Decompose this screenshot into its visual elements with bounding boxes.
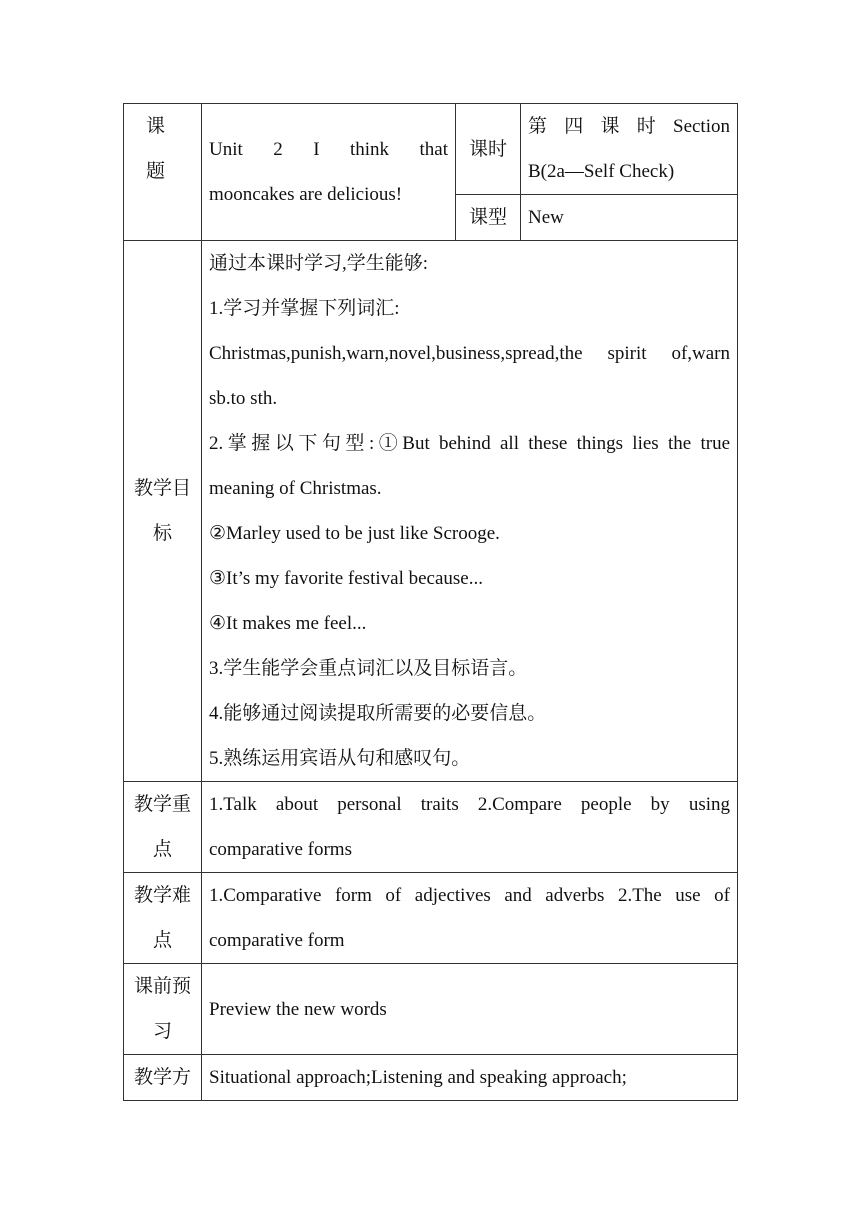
objective-line: ③It’s my favorite festival because... bbox=[209, 568, 483, 589]
objective-line: 3.学生能学会重点词汇以及目标语言。 bbox=[209, 658, 528, 679]
difficult-points-line-1: 1.Comparative form of adjectives and adverbs 2.The use of bbox=[209, 885, 730, 906]
preview-label-cell bbox=[124, 964, 202, 1055]
key-points-row bbox=[124, 782, 738, 873]
difficult-points-line-2: comparative form bbox=[209, 930, 345, 951]
topic-label: 课 题 bbox=[145, 116, 179, 182]
key-points-content-cell bbox=[202, 782, 738, 873]
topic-row bbox=[124, 104, 738, 195]
key-points-label-line-2: 点 bbox=[152, 839, 172, 860]
period-label-cell bbox=[456, 104, 521, 195]
period-value-cell bbox=[521, 104, 738, 195]
key-points-label-line-1: 教学重 bbox=[133, 794, 191, 815]
preview-row bbox=[124, 964, 738, 1055]
preview-value: Preview the new words bbox=[209, 998, 387, 1020]
objective-line: 4.能够通过阅读提取所需要的必要信息。 bbox=[209, 703, 547, 724]
objective-line: ④It makes me feel... bbox=[209, 613, 367, 634]
period-line-2: B(2a—Self Check) bbox=[528, 161, 675, 182]
type-label: 课型 bbox=[468, 207, 507, 228]
topic-label-cell bbox=[124, 104, 202, 241]
type-value-cell bbox=[521, 195, 738, 241]
period-label: 课时 bbox=[468, 138, 507, 160]
topic-value-cell bbox=[202, 104, 456, 241]
objectives-label-line-1: 教学目 bbox=[133, 478, 191, 499]
methods-label: 教学方 bbox=[133, 1067, 191, 1088]
objectives-label-cell bbox=[124, 241, 202, 782]
period-line-1: 第 四 课 时 Section bbox=[528, 116, 730, 137]
topic-line-2: mooncakes are delicious! bbox=[209, 184, 403, 205]
objective-line: ②Marley used to be just like Scrooge. bbox=[209, 523, 500, 544]
objective-line: sb.to sth. bbox=[209, 388, 278, 409]
key-points-line-2: comparative forms bbox=[209, 839, 352, 860]
methods-row bbox=[124, 1055, 738, 1101]
difficult-points-label-line-1: 教学难 bbox=[133, 885, 191, 906]
objectives-content-cell bbox=[202, 241, 738, 782]
difficult-points-label-cell bbox=[124, 873, 202, 964]
key-points-line-1: 1.Talk about personal traits 2.Compare people by using bbox=[209, 794, 730, 815]
lesson-plan-table bbox=[123, 103, 738, 1101]
methods-value: Situational approach;Listening and speaking approach; bbox=[209, 1067, 627, 1088]
objective-line: 2.掌握以下句型:①But behind all these things lies the true bbox=[209, 433, 730, 454]
preview-label-line-2: 习 bbox=[152, 1021, 172, 1042]
objective-line: 通过本课时学习,学生能够: bbox=[209, 253, 429, 274]
objectives-label-line-2: 标 bbox=[152, 523, 172, 544]
preview-content-cell bbox=[202, 964, 738, 1055]
type-label-cell bbox=[456, 195, 521, 241]
difficult-points-label-line-2: 点 bbox=[152, 930, 172, 951]
objective-line: Christmas,punish,warn,novel,business,spread,the spirit of,warn bbox=[209, 343, 730, 364]
topic-line-1: Unit 2 I think that bbox=[209, 139, 448, 160]
difficult-points-content-cell bbox=[202, 873, 738, 964]
objective-line: meaning of Christmas. bbox=[209, 478, 382, 499]
objectives-row bbox=[124, 241, 738, 782]
difficult-points-row bbox=[124, 873, 738, 964]
key-points-label-cell bbox=[124, 782, 202, 873]
objective-line: 1.学习并掌握下列词汇: bbox=[209, 298, 400, 319]
type-value: New bbox=[528, 207, 564, 228]
objective-line: 5.熟练运用宾语从句和感叹句。 bbox=[209, 748, 471, 769]
preview-label-line-1: 课前预 bbox=[133, 976, 191, 997]
methods-content-cell bbox=[202, 1055, 738, 1101]
methods-label-cell bbox=[124, 1055, 202, 1101]
